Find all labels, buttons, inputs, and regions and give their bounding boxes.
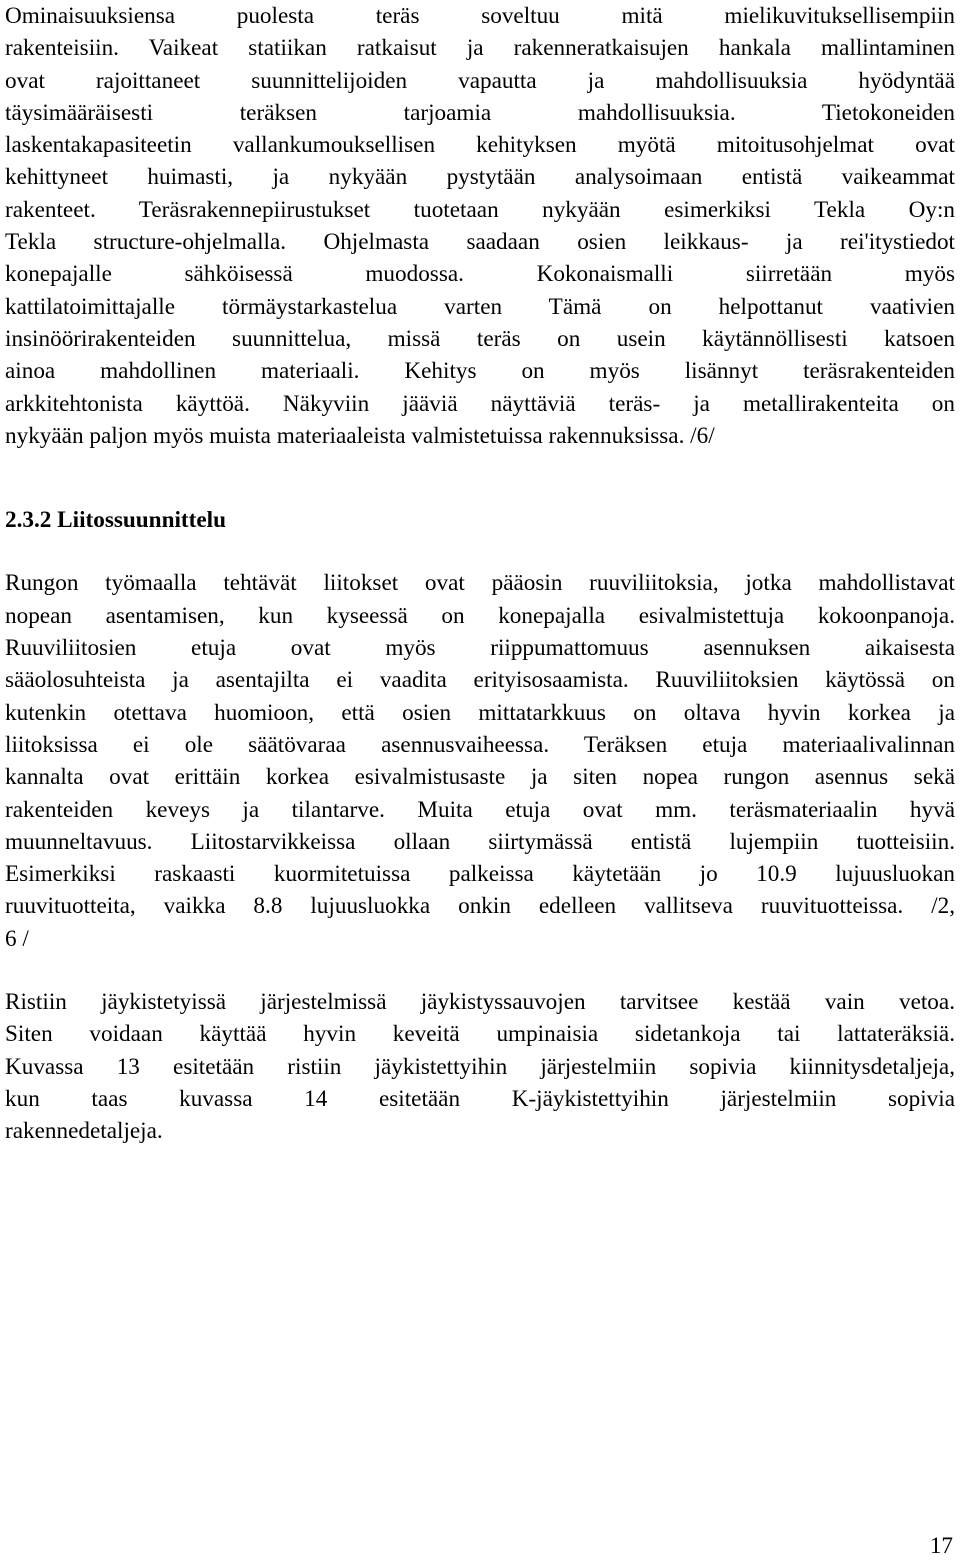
- text-line: nykyään paljon myös muista materiaaleista valmistetuissa rakennuksissa. /6/: [5, 422, 715, 449]
- text-line: Ruuviliitosien etuja ovat myös riippumattomuus asennuksen aikaisesta: [5, 635, 955, 662]
- text-line: kattilatoimittajalle törmäystarkastelua varten Tämä on helpottanut vaativien: [5, 293, 955, 320]
- text-line: Siten voidaan käyttää hyvin keveitä umpinaisia sidetankoja tai lattateräksiä.: [5, 1021, 955, 1048]
- paragraph-bracing: [5, 986, 955, 1147]
- text-line: Tekla structure-ohjelmalla. Ohjelmasta saadaan osien leikkaus- ja rei'itystiedot: [5, 229, 955, 256]
- text-line: Ominaisuuksiensa puolesta teräs soveltuu mitä mielikuvituksellisempiin: [5, 3, 955, 29]
- text-line: rakennedetaljeja.: [5, 1118, 163, 1145]
- text-line: Esimerkiksi raskaasti kuormitetuissa palkeissa käytetään jo 10.9 lujuusluokan: [5, 861, 955, 888]
- text-line: rakenteiden keveys ja tilantarve. Muita etuja ovat mm. teräsmateriaalin hyvä: [5, 796, 955, 823]
- text-line: insinöörirakenteiden suunnittelua, missä teräs on usein käytännöllisesti katsoen: [5, 325, 955, 352]
- text-line: kehittyneet huimasti, ja nykyään pystytään analysoimaan entistä vaikeammat: [5, 164, 955, 191]
- text-line: Rungon työmaalla tehtävät liitokset ovat pääosin ruuviliitoksia, jotka mahdollistavat: [5, 570, 955, 597]
- paragraph-spacer: [5, 536, 955, 567]
- text-line: kun taas kuvassa 14 esitetään K-jäykistettyihin järjestelmiin sopivia: [5, 1085, 955, 1112]
- text-line: kutenkin otettava huomioon, että osien mittatarkkuus on oltava hyvin korkea ja: [5, 699, 955, 726]
- page-number: 17: [929, 1533, 953, 1559]
- text-line: nopean asentamisen, kun kyseessä on konepajalla esivalmistettuja kokoonpanoja.: [5, 602, 955, 629]
- text-line: ovat rajoittaneet suunnittelijoiden vapautta ja mahdollisuuksia hyödyntää: [5, 67, 955, 94]
- text-line: muunneltavuus. Liitostarvikkeissa ollaan siirtymässä entistä lujempiin tuotteisiin.: [5, 828, 955, 855]
- text-line: ruuvituotteita, vaikka 8.8 lujuusluokka onkin edelleen vallitseva ruuvituotteissa. /2,: [5, 893, 955, 920]
- text-line: 6 /: [5, 925, 29, 952]
- text-line: konepajalle sähköisessä muodossa. Kokonaismalli siirretään myös: [5, 261, 955, 288]
- text-line: täysimääräisesti teräksen tarjoamia mahdollisuuksia. Tietokoneiden: [5, 99, 955, 126]
- paragraph-steel-design: [5, 0, 955, 452]
- paragraph-joint-design: [5, 567, 955, 955]
- text-line: kannalta ovat erittäin korkea esivalmistusaste ja siten nopea rungon asennus sekä: [5, 764, 955, 791]
- text-line: rakenteisiin. Vaikeat statiikan ratkaisut ja rakenneratkaisujen hankala mallintaminen: [5, 35, 955, 62]
- text-line: Kuvassa 13 esitetään ristiin jäykistettyihin järjestelmiin sopivia kiinnitysdetaljeja,: [5, 1053, 955, 1080]
- paragraph-spacer: [5, 955, 955, 986]
- document-page: [5, 0, 955, 1148]
- text-line: sääolosuhteista ja asentajilta ei vaadita erityisosaamista. Ruuviliitoksien käytössä on: [5, 667, 955, 694]
- text-line: Ristiin jäykistetyissä järjestelmissä jäykistyssauvojen tarvitsee kestää vain vetoa.: [5, 989, 955, 1016]
- text-line: arkkitehtonista käyttöä. Näkyviin jääviä näyttäviä teräs- ja metallirakenteita on: [5, 390, 955, 417]
- text-line: liitoksissa ei ole säätövaraa asennusvaiheessa. Teräksen etuja materiaalivalinnan: [5, 731, 955, 758]
- paragraph-spacer: [5, 452, 955, 504]
- text-line: laskentakapasiteetin vallankumouksellisen kehityksen myötä mitoitusohjelmat ovat: [5, 132, 955, 159]
- text-line: rakenteet. Teräsrakennepiirustukset tuotetaan nykyään esimerkiksi Tekla Oy:n: [5, 196, 955, 223]
- text-line: ainoa mahdollinen materiaali. Kehitys on myös lisännyt teräsrakenteiden: [5, 358, 955, 385]
- section-heading: 2.3.2 Liitossuunnittelu: [5, 507, 226, 534]
